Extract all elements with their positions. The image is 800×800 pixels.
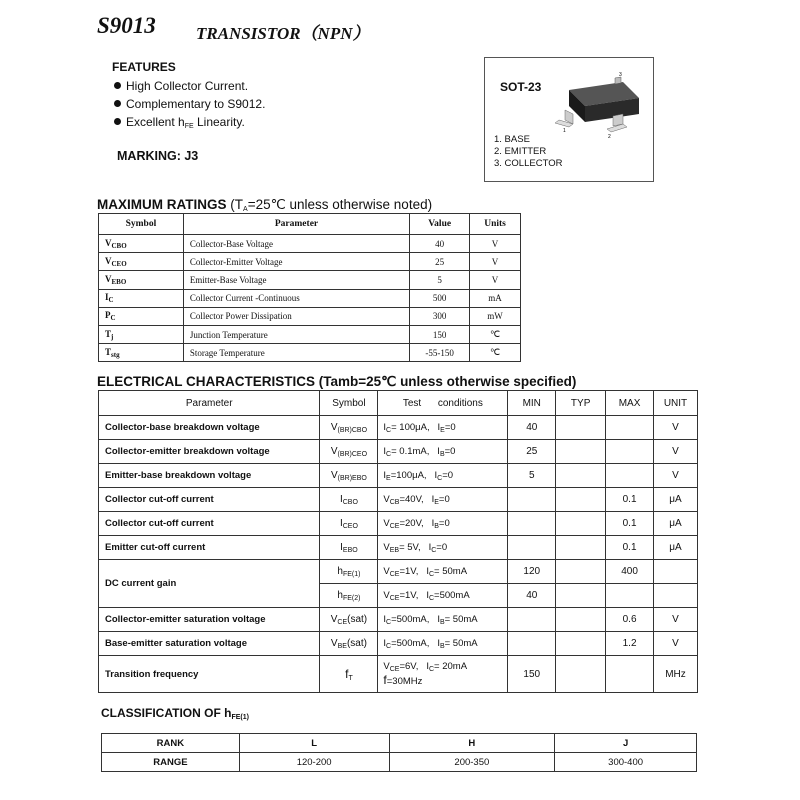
typ-value	[556, 464, 606, 488]
parameter-cell: Collector cut-off current	[99, 512, 320, 536]
symbol-cell: $f_T$	[320, 656, 378, 693]
typ-value	[556, 488, 606, 512]
test-conditions: $V_{CE}=20V$, $I_B=0$	[378, 512, 508, 536]
symbol-cell: $V_{(BR)CBO}$	[320, 416, 378, 440]
table-row	[99, 512, 698, 536]
column-header: MIN	[508, 391, 556, 416]
unit-cell: mW	[470, 307, 521, 325]
value-cell: 5	[410, 271, 470, 289]
parameter-cell: Base-emitter saturation voltage	[99, 632, 320, 656]
table-row	[99, 656, 698, 693]
table-row	[99, 536, 698, 560]
parameter-cell: Junction Temperature	[183, 325, 409, 343]
symbol-cell: $I_{CBO}$	[320, 488, 378, 512]
max-ratings-heading: MAXIMUM RATINGS ($T_A=25℃$ unless otherwise noted)	[97, 197, 433, 213]
parameter-cell: Storage Temperature	[183, 344, 409, 362]
typ-value	[556, 536, 606, 560]
typ-value	[556, 560, 606, 584]
value-cell: 300	[410, 307, 470, 325]
unit-cell: ℃	[470, 325, 521, 343]
unit-cell: V	[470, 271, 521, 289]
rank-label: RANK	[102, 734, 240, 753]
max-value: 0.6	[606, 608, 654, 632]
value-cell: 40	[410, 235, 470, 253]
pin-list	[494, 134, 562, 170]
min-value: 150	[508, 656, 556, 693]
unit-cell: V	[470, 253, 521, 271]
range-label: RANGE	[102, 753, 240, 772]
table-header-row	[99, 214, 521, 235]
package-name: SOT-23	[500, 80, 542, 94]
unit-value	[654, 560, 698, 584]
pin-mark: 1	[563, 128, 566, 134]
unit-cell: ℃	[470, 344, 521, 362]
table-header-row	[99, 391, 698, 416]
table-row	[99, 325, 521, 343]
table-row	[99, 307, 521, 325]
pin-item: 3. COLLECTOR	[494, 158, 563, 169]
parameter-cell: Collector-base breakdown voltage	[99, 416, 320, 440]
unit-value: V	[654, 608, 698, 632]
marking-code: MARKING: J3	[117, 149, 199, 163]
features-list	[114, 77, 265, 131]
test-conditions: $V_{CE}=1V$, $I_C=500mA$	[378, 584, 508, 608]
min-value	[508, 608, 556, 632]
max-value	[606, 656, 654, 693]
electrical-heading: ELECTRICAL CHARACTERISTICS (Tamb=25℃ unless otherwise specified)	[97, 374, 577, 389]
value-cell: 25	[410, 253, 470, 271]
symbol-cell: $V_{BE}(sat)$	[320, 632, 378, 656]
symbol-cell: $T_{stg}$	[99, 344, 184, 362]
classification-table	[101, 733, 697, 772]
value-cell: -55-150	[410, 344, 470, 362]
table-row	[99, 632, 698, 656]
min-value	[508, 512, 556, 536]
table-row	[99, 235, 521, 253]
unit-value: μA	[654, 512, 698, 536]
feature-text: Complementary to S9012.	[126, 97, 266, 111]
column-header: Test conditions	[378, 391, 508, 416]
test-conditions: $I_E=100\mu A$, $I_C=0$	[378, 464, 508, 488]
transistor-type: TRANSISTOR（NPN）	[196, 24, 370, 43]
unit-cell: V	[470, 235, 521, 253]
test-conditions: $I_C=500mA$, $I_B= 50mA$	[378, 632, 508, 656]
feature-text: Excellent h	[126, 115, 185, 129]
max-value	[606, 584, 654, 608]
typ-value	[556, 440, 606, 464]
min-value	[508, 536, 556, 560]
bullet-icon	[114, 100, 121, 107]
max-ratings-table	[98, 213, 521, 362]
parameter-cell: Collector Current -Continuous	[183, 289, 409, 307]
pin-mark: 2	[608, 134, 611, 140]
symbol-cell: $T_j$	[99, 325, 184, 343]
unit-cell: mA	[470, 289, 521, 307]
table-row	[99, 560, 698, 584]
test-conditions: $V_{EB}= 5V$, $I_C=0$	[378, 536, 508, 560]
max-value: 0.1	[606, 488, 654, 512]
min-value: 40	[508, 584, 556, 608]
bullet-icon	[114, 82, 121, 89]
test-conditions: $V_{CB}=40V$, $I_E=0$	[378, 488, 508, 512]
pin-item: 2. EMITTER	[494, 146, 547, 157]
feature-text: Linearity.	[193, 115, 245, 129]
max-value	[606, 464, 654, 488]
test-conditions: $I_C= 0.1mA$, $I_B=0$	[378, 440, 508, 464]
typ-value	[556, 632, 606, 656]
rank-cell: L	[239, 734, 389, 753]
parameter-cell: Collector-emitter saturation voltage	[99, 608, 320, 632]
rank-cell: J	[555, 734, 697, 753]
symbol-cell: $V_{CBO}$	[99, 235, 184, 253]
unit-value: V	[654, 632, 698, 656]
column-header: UNIT	[654, 391, 698, 416]
table-row	[99, 488, 698, 512]
unit-value: V	[654, 440, 698, 464]
parameter-cell: Collector-Emitter Voltage	[183, 253, 409, 271]
sot23-package-icon	[555, 72, 645, 142]
typ-value	[556, 656, 606, 693]
parameter-cell: DC current gain	[99, 560, 320, 608]
range-cell: 200-350	[389, 753, 555, 772]
electrical-table	[98, 390, 698, 693]
table-row	[99, 416, 698, 440]
min-value	[508, 632, 556, 656]
pin-item: 1. BASE	[494, 134, 530, 145]
symbol-cell: $V_{(BR)EBO}$	[320, 464, 378, 488]
max-value: 400	[606, 560, 654, 584]
parameter-cell: Emitter-Base Voltage	[183, 271, 409, 289]
max-value	[606, 416, 654, 440]
min-value: 40	[508, 416, 556, 440]
symbol-cell: $I_C$	[99, 289, 184, 307]
features-heading: FEATURES	[112, 60, 176, 74]
feature-text: High Collector Current.	[126, 79, 249, 93]
max-value: 1.2	[606, 632, 654, 656]
symbol-cell: $P_C$	[99, 307, 184, 325]
symbol-cell: $V_{CE}(sat)$	[320, 608, 378, 632]
max-value: 0.1	[606, 536, 654, 560]
test-conditions: $V_{CE}=1V$, $I_C= 50mA$	[378, 560, 508, 584]
classification-heading: CLASSIFICATION OF $h_{FE(1)}$	[101, 706, 249, 721]
symbol-cell: $V_{CEO}$	[99, 253, 184, 271]
table-row	[99, 464, 698, 488]
test-conditions: $I_C= 100\mu A$, $I_E=0$	[378, 416, 508, 440]
table-row	[99, 271, 521, 289]
table-row	[99, 289, 521, 307]
rank-row	[102, 734, 697, 753]
unit-value	[654, 584, 698, 608]
table-row	[99, 344, 521, 362]
symbol-cell: $h_{FE(2)}$	[320, 584, 378, 608]
column-header: Value	[410, 214, 470, 235]
value-cell: 150	[410, 325, 470, 343]
rank-cell: H	[389, 734, 555, 753]
typ-value	[556, 416, 606, 440]
part-number: S9013	[97, 13, 156, 38]
table-row	[99, 608, 698, 632]
typ-value	[556, 512, 606, 536]
parameter-cell: Collector-Base Voltage	[183, 235, 409, 253]
min-value: 5	[508, 464, 556, 488]
feature-item	[114, 95, 265, 113]
symbol-cell: $V_{EBO}$	[99, 271, 184, 289]
table-row	[99, 253, 521, 271]
min-value	[508, 488, 556, 512]
unit-value: V	[654, 416, 698, 440]
parameter-cell: Emitter-base breakdown voltage	[99, 464, 320, 488]
max-value: 0.1	[606, 512, 654, 536]
typ-value	[556, 608, 606, 632]
range-cell: 300-400	[555, 753, 697, 772]
column-header: Units	[470, 214, 521, 235]
range-row	[102, 753, 697, 772]
pin-mark: 3	[619, 72, 622, 78]
unit-value: μA	[654, 536, 698, 560]
parameter-cell: Collector cut-off current	[99, 488, 320, 512]
typ-value	[556, 584, 606, 608]
column-header: TYP	[556, 391, 606, 416]
table-row	[99, 440, 698, 464]
test-conditions: $I_C=500mA$, $I_B= 50mA$	[378, 608, 508, 632]
parameter-cell: Collector Power Dissipation	[183, 307, 409, 325]
column-header: MAX	[606, 391, 654, 416]
feature-subscript: FE	[184, 123, 194, 130]
parameter-cell: Collector-emitter breakdown voltage	[99, 440, 320, 464]
feature-item	[114, 113, 265, 131]
test-conditions: $V_{CE}=6V$, $I_C= 20mA$ f=30MHz	[378, 656, 508, 693]
column-header: Symbol	[99, 214, 184, 235]
symbol-cell: $I_{EBO}$	[320, 536, 378, 560]
column-header: Parameter	[183, 214, 409, 235]
column-header: Symbol	[320, 391, 378, 416]
min-value: 120	[508, 560, 556, 584]
value-cell: 500	[410, 289, 470, 307]
range-cell: 120-200	[239, 753, 389, 772]
unit-value: MHz	[654, 656, 698, 693]
unit-value: μA	[654, 488, 698, 512]
unit-value: V	[654, 464, 698, 488]
column-header: Parameter	[99, 391, 320, 416]
max-value	[606, 440, 654, 464]
symbol-cell: $h_{FE(1)}$	[320, 560, 378, 584]
parameter-cell: Transition frequency	[99, 656, 320, 693]
symbol-cell: $I_{CEO}$	[320, 512, 378, 536]
symbol-cell: $V_{(BR)CEO}$	[320, 440, 378, 464]
feature-item	[114, 77, 265, 95]
min-value: 25	[508, 440, 556, 464]
package-box	[484, 57, 654, 182]
parameter-cell: Emitter cut-off current	[99, 536, 320, 560]
bullet-icon	[114, 118, 121, 125]
